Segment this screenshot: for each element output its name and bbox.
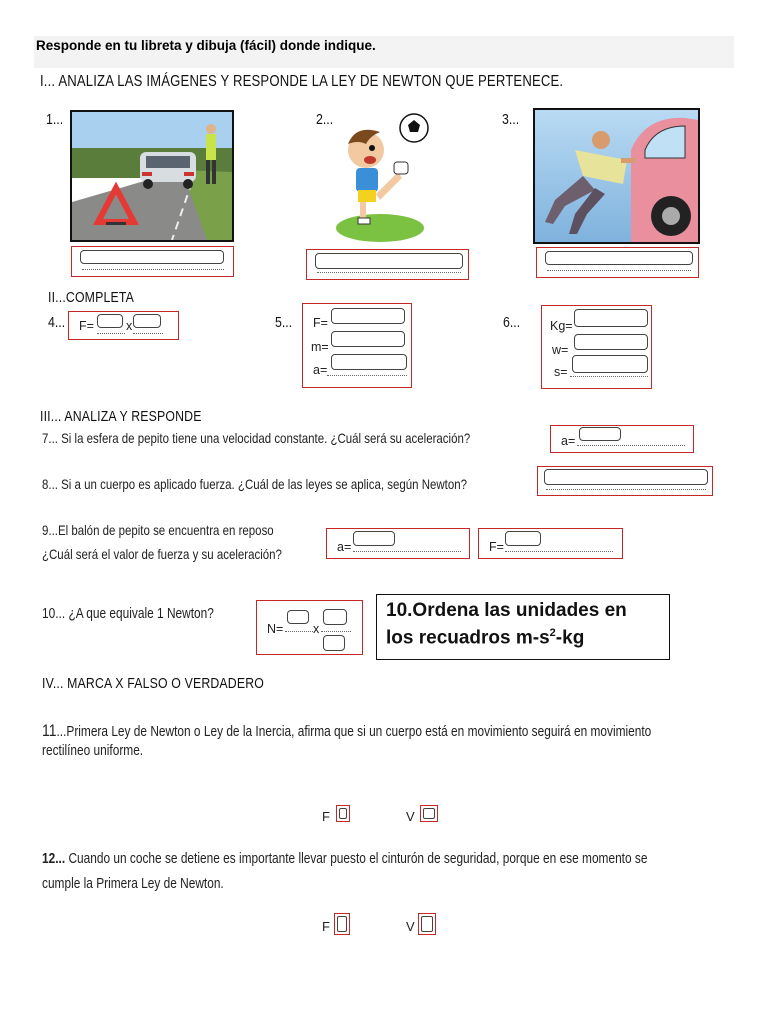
units-note-line1: 10.Ordena las unidades en: [386, 600, 627, 621]
q6-slot-kg[interactable]: [574, 309, 648, 327]
answer-box-1[interactable]: [71, 246, 234, 277]
q9-f-slot[interactable]: [505, 531, 541, 546]
q9-a-slot[interactable]: [353, 531, 395, 546]
q10-n-label: N=: [267, 622, 284, 636]
q10-slot-2[interactable]: [323, 609, 347, 625]
q6-label-w: w=: [552, 343, 569, 357]
image-boy-kicking-ball: [336, 110, 438, 244]
image-man-pushing-car: [533, 108, 700, 244]
q10-text: 10... ¿A que equivale 1 Newton?: [42, 606, 214, 622]
q11-false-checkbox[interactable]: [336, 805, 350, 822]
q10-box: [256, 600, 363, 655]
q11-text-line1: 11...Primera Ley de Newton o Ley de la Inercia, afirma que si un cuerpo está en movimiento seguirá en movimiento: [42, 721, 652, 740]
q4-slot-1[interactable]: [97, 314, 123, 328]
q4-f-label: F=: [79, 319, 94, 333]
q7-answer-box: [550, 425, 694, 453]
item1-number: 1...: [46, 112, 64, 128]
units-note-box: [376, 594, 670, 660]
instruction-text: Responde en tu libreta y dibuja (fácil) donde indique.: [36, 38, 376, 53]
q4-number: 4...: [48, 315, 66, 331]
q6-box: [541, 305, 652, 389]
q7-text: 7... Si la esfera de pepito tiene una velocidad constante. ¿Cuál será su aceleración?: [42, 430, 471, 446]
q5-slot-m[interactable]: [331, 331, 405, 347]
q5-number: 5...: [275, 315, 293, 331]
q5-slot-a[interactable]: [331, 354, 407, 370]
q5-label-m: m=: [311, 340, 329, 354]
q6-label-s: s=: [554, 365, 568, 379]
q6-number: 6...: [503, 315, 521, 331]
item2-number: 2...: [316, 112, 334, 128]
q9-text-line1: 9...El balón de pepito se encuentra en reposo: [42, 522, 274, 538]
item3-number: 3...: [502, 112, 520, 128]
q12-false-checkbox[interactable]: [334, 913, 350, 935]
image-warning-triangle-car: [70, 110, 234, 242]
q9-f-label: F=: [489, 540, 504, 554]
q5-box: [302, 303, 412, 388]
q10-slot-3[interactable]: [323, 635, 345, 651]
q12-text-line1: 12... Cuando un coche se detiene es importante llevar puesto el cinturón de seguridad, porque en ese momento se: [42, 851, 648, 867]
q8-answer-box[interactable]: [537, 466, 713, 496]
answer-box-3[interactable]: [536, 247, 699, 278]
q12-v-label: V: [406, 919, 415, 934]
q6-slot-s[interactable]: [572, 355, 648, 373]
q10-slot-1[interactable]: [287, 610, 309, 624]
q5-label-a: a=: [313, 363, 328, 377]
q5-slot-f[interactable]: [331, 308, 405, 324]
answer-box-2[interactable]: [306, 249, 469, 280]
q5-label-f: F=: [313, 316, 328, 330]
section2-title: II...COMPLETA: [48, 289, 134, 306]
q8-text: 8... Si a un cuerpo es aplicado fuerza. ¿Cuál de las leyes se aplica, según Newton?: [42, 476, 468, 492]
q12-f-label: F: [322, 919, 330, 934]
q6-label-kg: Kg=: [550, 319, 573, 333]
q11-v-label: V: [406, 809, 415, 824]
q4-x-label: x: [126, 319, 133, 333]
q11-true-checkbox[interactable]: [420, 805, 438, 822]
q4-slot-2[interactable]: [133, 314, 161, 328]
section3-title: III... ANALIZA Y RESPONDE: [40, 408, 202, 425]
section1-title: I... ANALIZA LAS IMÁGENES Y RESPONDE LA LEY DE NEWTON QUE PERTENECE.: [40, 73, 564, 90]
q11-text-line2: rectilíneo uniforme.: [42, 743, 144, 759]
q11-f-label: F: [322, 809, 330, 824]
q9-a-label: a=: [337, 540, 352, 554]
q12-text-line2: cumple la Primera Ley de Newton.: [42, 876, 224, 892]
q9-text-line2: ¿Cuál será el valor de fuerza y su aceleración?: [42, 546, 282, 562]
q6-slot-w[interactable]: [574, 334, 648, 350]
q7-slot[interactable]: [579, 427, 621, 441]
units-note-line2: los recuadros $m-s^2-kg$: [386, 627, 585, 649]
section4-title: IV... MARCA X FALSO O VERDADERO: [42, 675, 265, 692]
q9-a-box: [326, 528, 470, 559]
q7-a-label: a=: [561, 434, 576, 448]
q10-x-label: x: [313, 622, 320, 636]
q4-box: [68, 311, 179, 340]
q12-true-checkbox[interactable]: [418, 913, 436, 935]
q9-f-box: [478, 528, 623, 559]
